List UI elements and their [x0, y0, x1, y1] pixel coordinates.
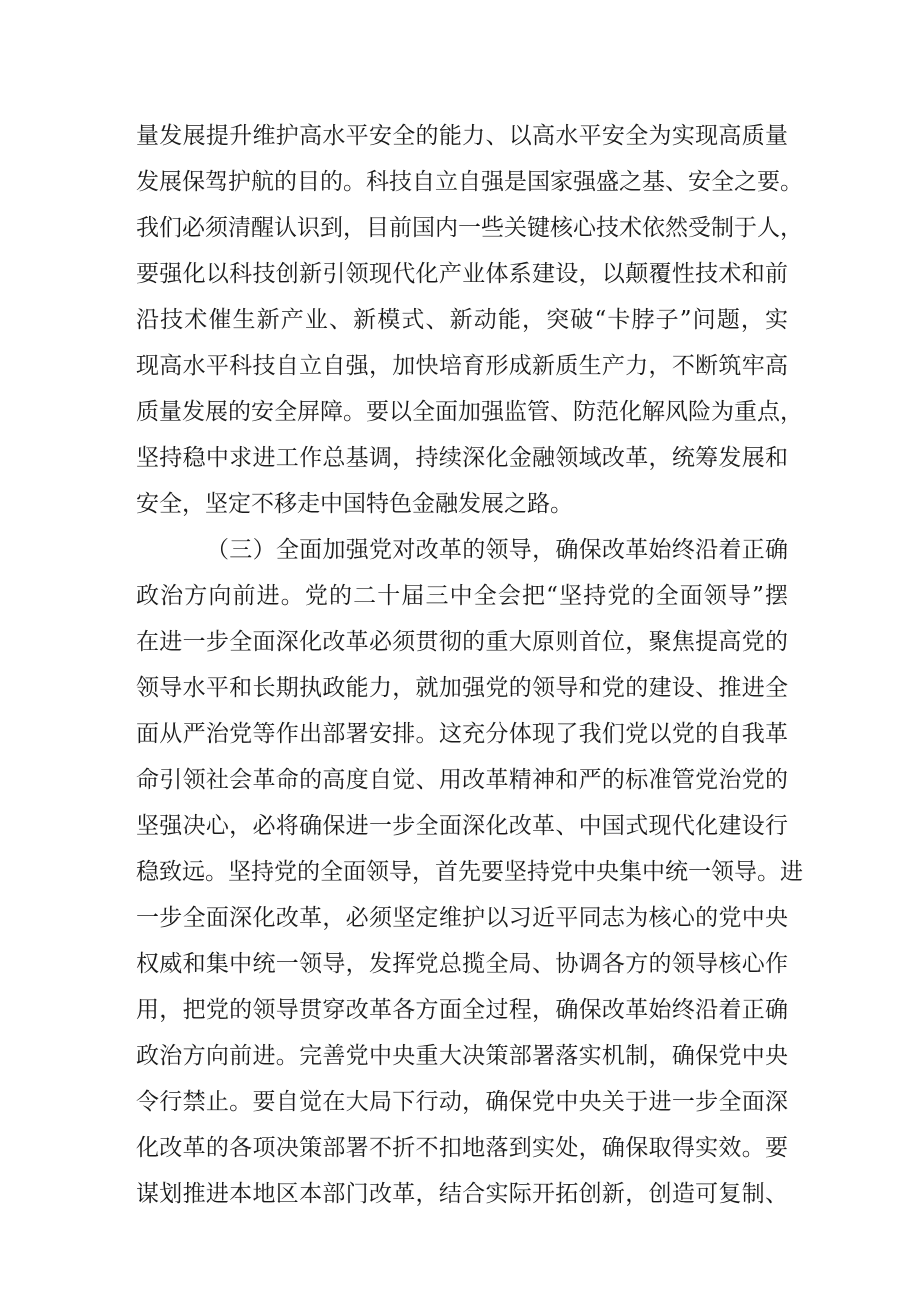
text-line: 命引领社会革命的高度自觉、用改革精神和严的标准管党治党的 [136, 767, 788, 793]
text-line: 政治方向前进。完善党中央重大决策部署落实机制，确保党中央 [136, 1043, 788, 1069]
text-line: 质量发展的安全屏障。要以全面加强监管、防范化解风险为重点， [136, 399, 803, 425]
text-line: 领导水平和长期执政能力，就加强党的领导和党的建设、推进全 [136, 675, 788, 701]
text-line: 化改革的各项决策部署不折不扣地落到实处，确保取得实效。要 [136, 1135, 788, 1161]
text-line: 谋划推进本地区本部门改革，结合实际开拓创新，创造可复制、 [136, 1181, 788, 1207]
text-line: 一步全面深化改革，必须坚定维护以习近平同志为核心的党中央 [136, 905, 788, 931]
text-line: 现高水平科技自立自强，加快培育形成新质生产力，不断筑牢高 [136, 353, 788, 379]
text-line: 沿技术催生新产业、新模式、新动能，突破“卡脖子”问题，实 [136, 307, 788, 333]
section-heading-line: （三）全面加强党对改革的领导，确保改革始终沿着正确 [206, 537, 788, 563]
text-line: 面从严治党等作出部署安排。这充分体现了我们党以党的自我革 [136, 721, 788, 747]
text-line: 用，把党的领导贯穿改革各方面全过程，确保改革始终沿着正确 [136, 997, 788, 1023]
text-line: 令行禁止。要自觉在大局下行动，确保党中央关于进一步全面深 [136, 1089, 788, 1115]
text-line: 我们必须清醒认识到，目前国内一些关键核心技术依然受制于人， [136, 215, 803, 241]
text-line: 坚强决心，必将确保进一步全面深化改革、中国式现代化建设行 [136, 813, 788, 839]
text-line: 政治方向前进。党的二十届三中全会把“坚持党的全面领导”摆 [136, 583, 788, 609]
text-line: 发展保驾护航的目的。科技自立自强是国家强盛之基、安全之要。 [136, 169, 803, 195]
text-line: 权威和集中统一领导，发挥党总揽全局、协调各方的领导核心作 [136, 951, 788, 977]
text-line: 安全，坚定不移走中国特色金融发展之路。 [136, 491, 573, 517]
text-line: 量发展提升维护高水平安全的能力、以高水平安全为实现高质量 [136, 123, 788, 149]
text-line: 稳致远。坚持党的全面领导，首先要坚持党中央集中统一领导。进 [136, 859, 803, 885]
text-line: 坚持稳中求进工作总基调，持续深化金融领域改革，统筹发展和 [136, 445, 788, 471]
text-line: 在进一步全面深化改革必须贯彻的重大原则首位，聚焦提高党的 [136, 629, 788, 655]
text-line: 要强化以科技创新引领现代化产业体系建设，以颠覆性技术和前 [136, 261, 788, 287]
